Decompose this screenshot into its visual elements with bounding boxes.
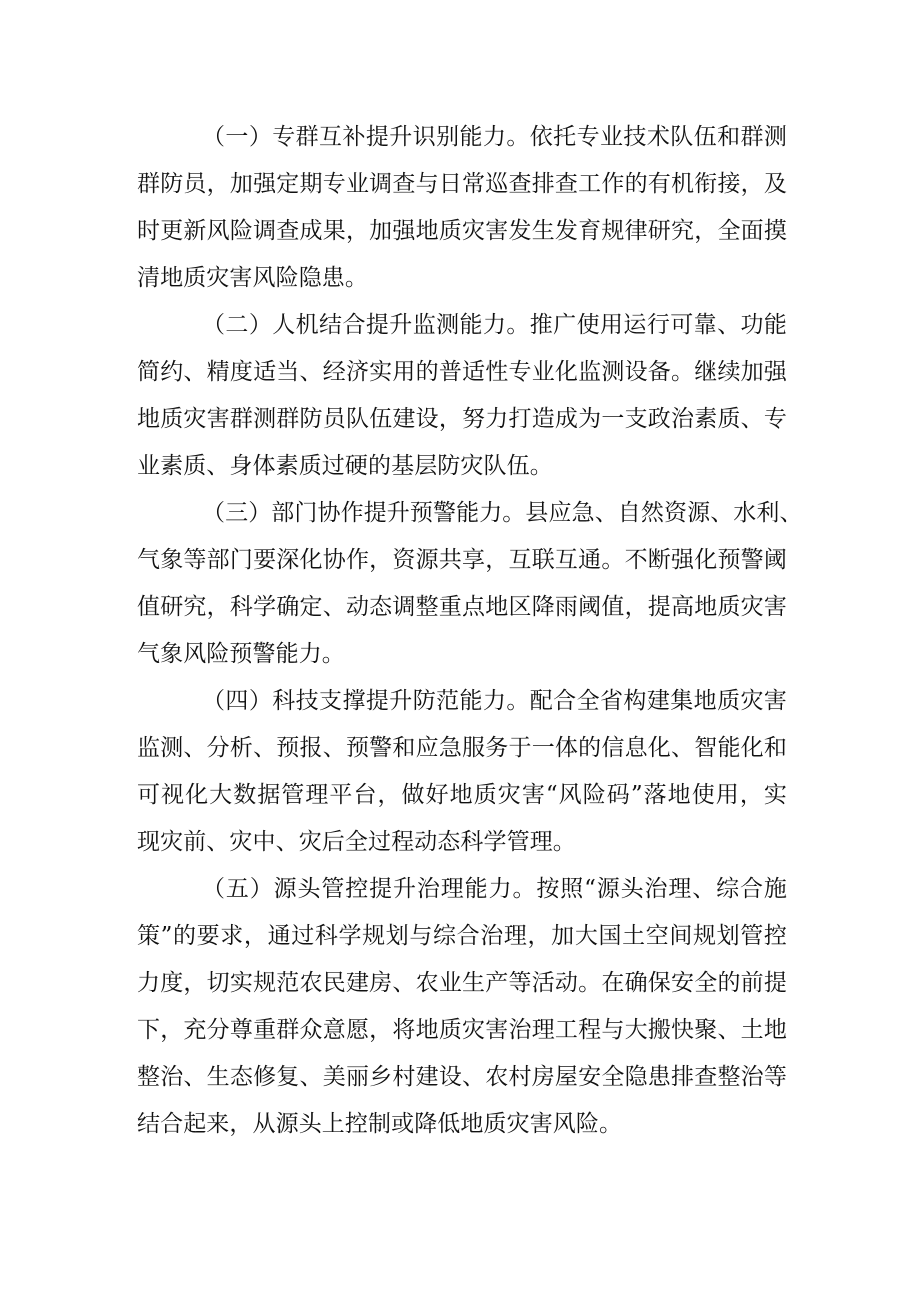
text-line: 下，充分尊重群众意愿，将地质灾害治理工程与大搬快聚、土地 bbox=[137, 1017, 787, 1043]
text-line: 力度，切实规范农民建房、农业生产等活动。在确保安全的前提 bbox=[137, 970, 787, 996]
text-line: 地质灾害群测群防员队伍建设，努力打造成为一支政治素质、专 bbox=[137, 406, 787, 432]
text-line: 值研究，科学确定、动态调整重点地区降雨阈值，提高地质灾害 bbox=[137, 594, 787, 620]
text-line: 结合起来，从源头上控制或降低地质灾害风险。 bbox=[137, 1111, 623, 1137]
text-line: 简约、精度适当、经济实用的普适性专业化监测设备。继续加强 bbox=[137, 359, 787, 385]
document-body bbox=[137, 114, 803, 1148]
text-line: （五）源头管控提升治理能力。按照“源头治理、综合施 bbox=[202, 876, 787, 902]
text-line: 整治、生态修复、美丽乡村建设、农村房屋安全隐患排查整治等 bbox=[137, 1064, 787, 1090]
paragraph-1 bbox=[137, 114, 787, 302]
paragraph-5 bbox=[137, 866, 787, 1148]
text-line: 策”的要求，通过科学规划与综合治理，加大国土空间规划管控 bbox=[137, 923, 787, 949]
text-line: （四）科技支撑提升防范能力。配合全省构建集地质灾害 bbox=[202, 688, 787, 714]
text-line: 现灾前、灾中、灾后全过程动态科学管理。 bbox=[137, 829, 576, 855]
text-line: 气象等部门要深化协作，资源共享，互联互通。不断强化预警阈 bbox=[137, 547, 787, 573]
text-line: 监测、分析、预报、预警和应急服务于一体的信息化、智能化和 bbox=[137, 735, 787, 761]
paragraph-3 bbox=[137, 490, 803, 678]
text-line: 气象风险预警能力。 bbox=[137, 641, 345, 667]
text-line: （一）专群互补提升识别能力。依托专业技术队伍和群测 bbox=[202, 124, 787, 150]
text-line: 业素质、身体素质过硬的基层防灾队伍。 bbox=[137, 453, 553, 479]
text-line: （二）人机结合提升监测能力。推广使用运行可靠、功能 bbox=[202, 312, 787, 338]
text-line: 可视化大数据管理平台，做好地质灾害“风险码”落地使用，实 bbox=[137, 782, 787, 808]
text-line: 清地质灾害风险隐患。 bbox=[137, 265, 368, 291]
text-line: （三）部门协作提升预警能力。县应急、自然资源、水利、 bbox=[202, 500, 803, 526]
text-line: 群防员，加强定期专业调查与日常巡查排查工作的有机衔接，及 bbox=[137, 171, 787, 197]
paragraph-2 bbox=[137, 302, 787, 490]
text-line: 时更新风险调查成果，加强地质灾害发生发育规律研究，全面摸 bbox=[137, 218, 787, 244]
paragraph-4 bbox=[137, 678, 787, 866]
